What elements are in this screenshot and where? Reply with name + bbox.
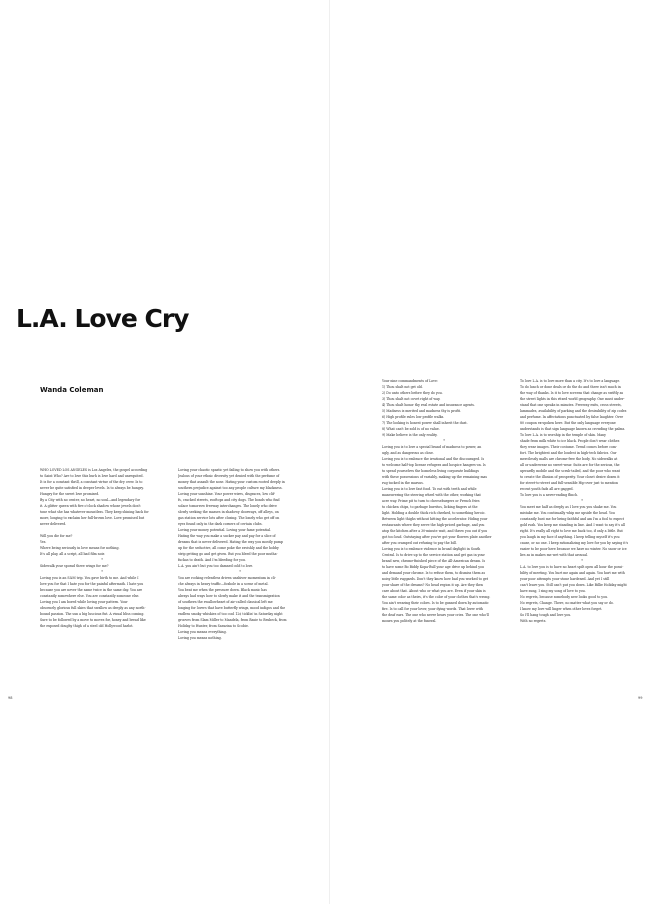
- text-line: all or underwear no sweet-wear. Suits are for the serious, the: [520, 463, 620, 467]
- text-line: your poor attempts your stone hardened. And yet I still: [520, 577, 610, 581]
- text-line: up for the seductive, all come poke the ravishly and the hobby: [178, 546, 279, 550]
- text-line: *: [239, 570, 241, 574]
- text-line: love you for that I hate you for the painful aftermath. I hate you: [40, 582, 144, 586]
- text-line: with these possessions of variably, making up the remaining mas: [382, 475, 488, 479]
- text-line: WHO LOVED LOS ANGELES is Los Angeles, the gospel according: [40, 468, 148, 472]
- text-line: Between light thighs without hitting the accelerator. Hiding your: [382, 517, 488, 521]
- text-line: recent youth fads all are gagged.: [520, 487, 574, 491]
- text-line: after you cramped out refusing to pay the bill.: [382, 541, 457, 545]
- essay-title: L.A. Love Cry: [16, 304, 189, 333]
- text-line: constantly somewhere else. You are constantly someone else.: [40, 594, 140, 598]
- text-line: You beat me when the pressure down. Black music has: [178, 588, 267, 592]
- text-line: fuckas to death. And I'm bleeding for you.: [178, 558, 246, 562]
- text-line: It is for a constant thrill, a constant virtue of the dry crew. Is to: [40, 480, 143, 484]
- text-line: fort. The brightest and the loudest in high-tech fabrics. Our: [520, 451, 617, 455]
- text-line: eyes found only in the dark corners of certain clubs.: [178, 522, 263, 526]
- text-line: gas station service lots after closing. The lonely who get off on: [178, 516, 280, 520]
- text-line: mourn you politely at the funeral.: [382, 619, 437, 623]
- text-line: mistake me. You continually whip me upside the head. You: [520, 511, 615, 515]
- text-column-1: [40, 467, 164, 677]
- text-line: to create the illusion of prosperity. Your closet desire dozen it: [520, 475, 620, 479]
- text-line: Loving you is to embrace the irrational and the discouraged. Is: [382, 457, 485, 461]
- text-line: stand that one speaks in minutes. Freeway exits, cross streets,: [520, 403, 622, 407]
- text-line: noisy little ruggards. Don't they know how bad you worked to get: [382, 577, 489, 581]
- text-line: Hating the way you make a sucker pay and pay for a slice of: [178, 534, 276, 538]
- text-line: Loving you is an S&M trip. You gave birth to me. And while I: [40, 576, 139, 580]
- text-line: the street lights in this ritzed world geography. One must under-: [520, 397, 625, 401]
- text-line: Loving you is to love fast food. To eat with teeth and while: [382, 487, 477, 491]
- text-line: southern prejudice against too any people culture my blackness.: [178, 486, 283, 490]
- text-line: *: [581, 559, 583, 563]
- text-line: grooves from Slam Miller to Mandela, from Basie to Brubeck, from: [178, 618, 287, 622]
- text-line: the same color as theirs, it's the color of your clothes that's wrong.: [382, 595, 491, 599]
- text-line: money that assault the nose. Hating your custom rooted deeply in: [178, 480, 285, 484]
- text-line: Jealous of your ethnic diversity yet denied with the perfume of: [178, 474, 280, 478]
- text-line: Central. Is to drive up to the service station and get gas in your: [382, 553, 485, 557]
- text-line: to chicken chips, to garbage burritos, licking fingers at the: [382, 505, 478, 509]
- text-line: never delivered.: [40, 522, 67, 526]
- text-line: to spend yourselves the homeless living corporate buildings: [382, 469, 480, 473]
- text-line: *: [101, 570, 103, 574]
- text-line: gold rush. You keep me standing in line. And I want to say it's all: [520, 523, 625, 527]
- text-line: Holiday to Hunter, from Sarazina to Scobie.: [178, 624, 249, 628]
- text-line: lies as in makes me wet with that arousal.: [520, 553, 589, 557]
- text-line: to Saint Who? Are to love this burh is love hard and unrequited.: [40, 474, 144, 478]
- text-line: Loving your money potential. Loving your fame potential.: [178, 528, 272, 532]
- text-line: maneuvering the steering wheel with the other, working that: [382, 493, 481, 497]
- text-line: upwardly mobile and the scrub-tailed, and the poor who want: [520, 469, 620, 473]
- text-line: 7) The looking is honest power shall inherit the dust.: [382, 421, 468, 425]
- text-line: No regrets, because somebody new looks good to you.: [520, 595, 609, 599]
- text-line: You meet me half as deeply as I love you you shake me. You: [520, 505, 617, 509]
- text-line: By a City with no center, no heart, no soul—and legendary for: [40, 498, 141, 502]
- text-line: care about that. About who or what you are. Even if your skin is: [382, 589, 486, 593]
- text-line: understands is that sign language known as crowding the palms.: [520, 427, 626, 431]
- text-line: and demand your chrome. Is to refuse them, to dismiss them as: [382, 571, 486, 575]
- text-line: have sung, I sing my song of love to you.: [520, 589, 586, 593]
- text-line: right. It's really all right to love me back too, if only a little. But: [520, 529, 623, 533]
- text-line: cause, or no one. I keep rationalizing my love for you by saying it's: [520, 541, 629, 545]
- text-line: to welcome half-top license refugees and hospice hangers-on. Is: [382, 463, 486, 467]
- text-line: Loving you means everything.: [178, 630, 227, 634]
- text-line: always had ways how to slowly make it and the transmigration: [178, 594, 280, 598]
- text-line: *: [443, 439, 445, 443]
- text-line: 80 coupon ex-spoken here. But the only language everyone: [520, 421, 616, 425]
- text-line: So I'll hang tough and love you.: [520, 613, 572, 617]
- text-line: rug tucked in the marsus.: [382, 481, 424, 485]
- text-line: the deaf ears. The one who never hears your cries. The one who'll: [382, 613, 489, 617]
- text-line: To love you is a never-ending flinch.: [520, 493, 579, 497]
- text-line: tone what she has whatever mountless. They keep shining back for: [40, 510, 149, 514]
- text-line: 6) High profile rules low profile walks.: [382, 415, 445, 419]
- text-line: light. Holding a double thick rich cheeked, to something heroic.: [382, 511, 486, 515]
- text-line: Your nine commandments of Love:: [382, 379, 438, 383]
- text-line: Loving you I am bored while loving your pattern. Your: [40, 600, 128, 604]
- text-line: To love L.A. is to worship in the temple of skin. Many: [520, 433, 606, 437]
- text-line: to have some Bo Biddy Kopa-Bull your age drive up behind you: [382, 565, 484, 569]
- text-line: lammades, availability of parking and the desirability of zip codes: [520, 409, 627, 413]
- text-line: the exposed doughy thigh of a steel old Hollywood harlot.: [40, 624, 134, 628]
- text-line: No regrets, Change. There, no matter what you say or do.: [520, 601, 614, 605]
- text-line: more, longing to exclaim her full-brown love. Love promised but: [40, 516, 145, 520]
- text-column-3: [382, 378, 506, 653]
- text-line: Will you die for me?: [40, 534, 73, 538]
- text-line: mercilessly malls are chrome-free the body. No sidewalks at: [520, 457, 618, 461]
- text-line: Loving you is to embrace violence in broad daylight in South: [382, 547, 481, 551]
- text-line: it. A glitter queen with five o'clock shadow whose jewels don't: [40, 504, 141, 508]
- text-line: got too loud. Outstaying after you've got your flowers plate another: [382, 535, 492, 539]
- text-line: *: [101, 558, 103, 562]
- text-line: bound passion. The sun a big luscious fist. A visual bliss coming.: [40, 612, 145, 616]
- text-line: and perfume. In affectations punctuated by false laughter. Over: [520, 415, 624, 419]
- text-line: restaurants where they serve the high-priced garbage, and you: [382, 523, 485, 527]
- text-line: your share of the dreams? No head region it up. Are they then: [382, 583, 483, 587]
- text-line: the way of thanks. Is it to love screens that change as swiftly as: [520, 391, 624, 395]
- text-line: Loving you means nothing.: [178, 636, 222, 640]
- text-line: 2) Do unto others before they do you.: [382, 391, 443, 395]
- text-line: 5) Madness is merited and madness thy is profit.: [382, 409, 461, 413]
- text-line: they wear images. Their costume. Trend comes before com-: [520, 445, 618, 449]
- text-line: 9) Make believe is the only reality.: [382, 433, 438, 437]
- text-line: che always in heavy traffic—foxhole in a scene of metal.: [178, 582, 269, 586]
- page-number-right: 99: [638, 696, 643, 700]
- text-line: never be quite satisfied in deeper levels. Is to always be hungry.: [40, 486, 144, 490]
- text-line: Where being seriously in love means for nothing.: [40, 546, 120, 550]
- text-line: easier to be poor here because we have no winter. No snow or ice: [520, 547, 627, 551]
- text-line: obscenely glorious full skies that swallow as deeply as any north-: [40, 606, 146, 610]
- text-line: With no regrets.: [520, 619, 547, 623]
- text-line: because you are never the same twice in the same day. You are: [40, 588, 143, 592]
- text-line: It's all play, all a script, all bad film noir.: [40, 552, 105, 556]
- text-line: brand new, chrome-finished piece of the All-American dream. Is: [382, 559, 486, 563]
- text-line: bility of meeting. You hurt me again and again. You hurt me with: [520, 571, 625, 575]
- text-line: To love L.A. is to love more than a city. It's to love a language.: [520, 379, 621, 383]
- text-line: atop the kitchen after a 30-minute wait, and throw you out if you: [382, 529, 488, 533]
- text-line: can't leave you. Still can't put you down. Like Billie Holiday might: [520, 583, 627, 587]
- text-line: Loving you is to love a special brand of madness to power, an: [382, 445, 482, 449]
- text-line: Yes.: [40, 540, 47, 544]
- text-line: ugly, and as dangerous as close.: [382, 451, 434, 455]
- text-line: Sidewalk your sporad three wings for me?: [40, 564, 109, 568]
- page-number-left: 98: [8, 696, 13, 700]
- text-line: you laugh in my face if anything. I keep telling myself it's you: [520, 535, 620, 539]
- text-line: solace tomorrow freeway interchanges. The lonely who drive: [178, 504, 277, 508]
- text-line: Hungry for the sweet love promised.: [40, 492, 100, 496]
- text-line: 3) Thou shalt not covet right of way.: [382, 397, 441, 401]
- text-line: slowly seeking the masses in shadowy doorways, off alleys, on: [178, 510, 279, 514]
- text-line: Loving your sunshine. Your power wires, disgraces, low clif-: [178, 492, 276, 496]
- text-line: 1) Thou shalt not get old.: [382, 385, 423, 389]
- text-line: acre way. Prime pit to turn to cheeseburgers or French fries: [382, 499, 480, 503]
- author-byline: Wanda Coleman: [40, 386, 104, 394]
- text-column-4: [520, 378, 644, 628]
- text-line: strip getting go and get given. But you bleed the poor mutha-: [178, 552, 278, 556]
- text-line: To do lunch or done deals or do the do and there isn't much in: [520, 385, 621, 389]
- text-line: of southern the swallowheart of air-called classical left me: [178, 600, 273, 604]
- text-line: Sure to be followed by a move to moves for, honey and bread like: [40, 618, 146, 622]
- text-line: shade from milk white to ice black. People don't wear clothes: [520, 439, 620, 443]
- text-line: Loving your chaotic spastic yet failing to show you with others.: [178, 468, 281, 472]
- text-line: *: [581, 499, 583, 503]
- text-line: I know my love will linger when other loves forget.: [520, 607, 603, 611]
- page-gutter: [329, 0, 330, 904]
- text-line: You ain't wearing their colors. Is to be gunned down by automatic: [382, 601, 489, 605]
- text-line: for street-to-street and full-sensible Hip-over just to mention: [520, 481, 619, 485]
- text-line: You are rocking relentless driven unshiver momentum in cli-: [178, 576, 276, 580]
- text-line: longing for lovers that have butterfly wings, mood indigos and the: [178, 606, 286, 610]
- text-line: L.A. you ain't but you too damned cold to love.: [178, 564, 254, 568]
- text-line: fs, cracked streets, rooftops and city dogs. The bonds who find: [178, 498, 280, 502]
- text-line: L.A. to love you is to have no heart spilt open all hour the possi-: [520, 565, 624, 569]
- text-line: dreams that is never delivered. Hating the way you mostly pump: [178, 540, 283, 544]
- text-column-2: [178, 467, 302, 667]
- text-line: fire. Is to call for your lover, your dying words. That lover with: [382, 607, 483, 611]
- text-line: 4) Thou shalt honor thy real estate and insurance agents.: [382, 403, 475, 407]
- text-line: endless smoky whiskies of too cool 12¢ ticklin' in Saturday night: [178, 612, 283, 616]
- text-line: 8) What can't be sold is of no value.: [382, 427, 440, 431]
- text-line: constantly bust me for being faithful and am I'm a fool to expect: [520, 517, 625, 521]
